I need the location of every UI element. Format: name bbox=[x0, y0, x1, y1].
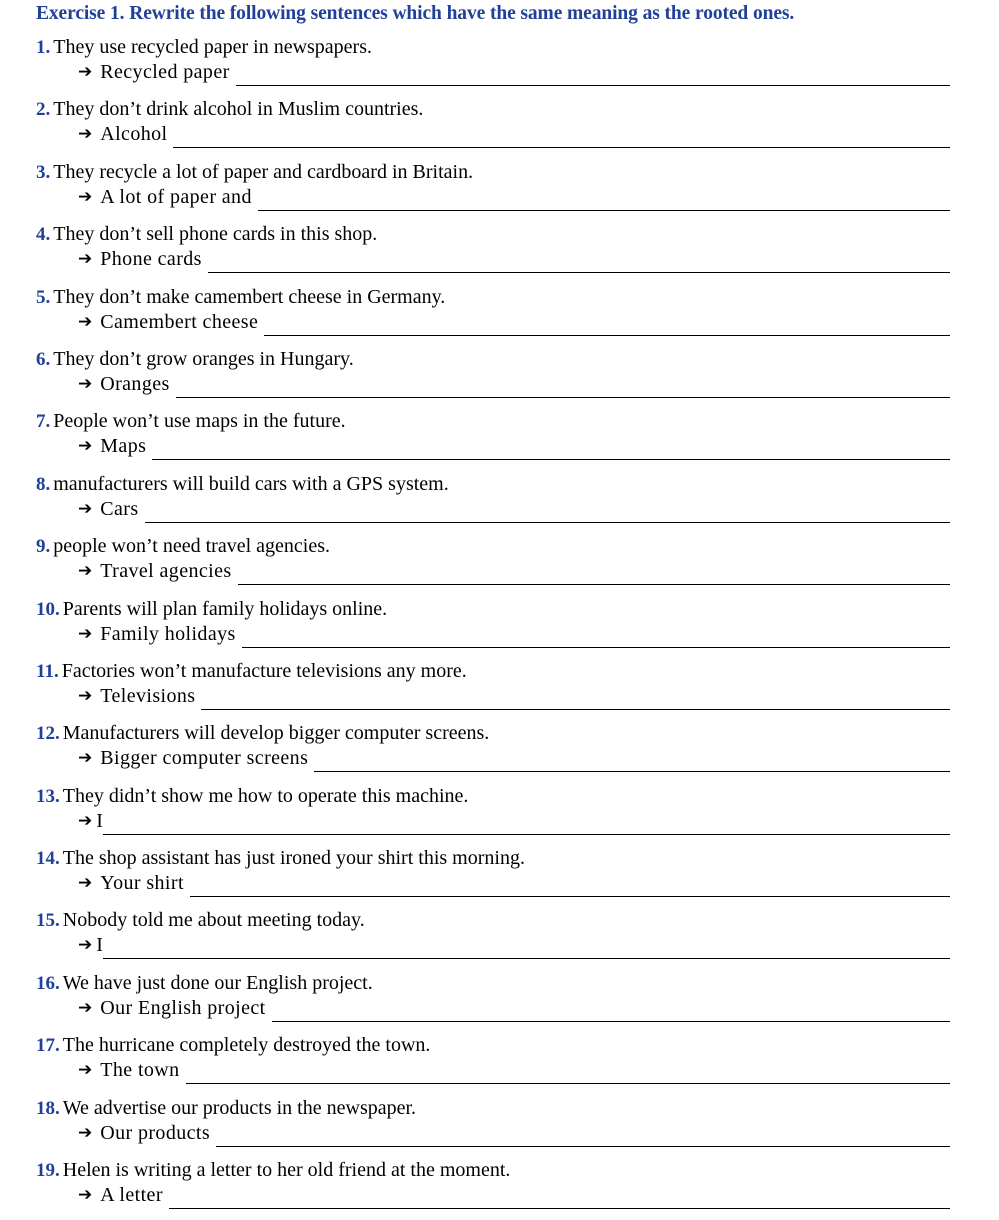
answer-prefix: I bbox=[96, 809, 103, 832]
answer-row bbox=[78, 685, 950, 715]
question-row bbox=[36, 719, 489, 747]
arrow-right-icon: ➔ bbox=[78, 1122, 93, 1143]
arrow-right-icon: ➔ bbox=[78, 873, 93, 894]
arrow-right-icon: ➔ bbox=[78, 561, 93, 582]
exercise-item bbox=[0, 657, 999, 719]
question-row bbox=[36, 470, 449, 498]
answer-prefix: Camembert cheese bbox=[100, 310, 259, 333]
question-row bbox=[36, 407, 346, 435]
answer-blank-line[interactable] bbox=[201, 708, 950, 710]
exercise-item bbox=[0, 345, 999, 407]
question-text: They don’t sell phone cards in this shop. bbox=[53, 223, 378, 246]
exercise-item bbox=[0, 158, 999, 220]
arrow-right-icon: ➔ bbox=[78, 62, 93, 82]
item-number: 15. bbox=[36, 910, 60, 932]
exercise-item bbox=[0, 782, 999, 844]
question-text: They didn’t show me how to operate this machine. bbox=[62, 784, 469, 807]
answer-row bbox=[78, 498, 950, 528]
answer-row bbox=[78, 997, 950, 1027]
arrow-right-icon: ➔ bbox=[78, 997, 93, 1018]
question-text: Manufacturers will develop bigger computer screens. bbox=[62, 722, 490, 745]
exercise-item bbox=[0, 969, 999, 1031]
item-number: 19. bbox=[36, 1160, 60, 1182]
answer-prefix: Phone cards bbox=[100, 248, 202, 271]
arrow-right-icon: ➔ bbox=[78, 249, 93, 270]
item-number: 17. bbox=[36, 1035, 60, 1057]
answer-row bbox=[78, 810, 950, 840]
arrow-right-icon: ➔ bbox=[78, 935, 93, 956]
arrow-right-icon: ➔ bbox=[78, 311, 93, 332]
answer-row bbox=[78, 1122, 950, 1152]
answer-prefix: The town bbox=[100, 1059, 180, 1082]
question-row bbox=[36, 1156, 510, 1184]
item-number: 6. bbox=[36, 348, 51, 370]
item-number: 14. bbox=[36, 848, 60, 870]
question-text: They don’t grow oranges in Hungary. bbox=[53, 347, 354, 370]
answer-blank-line[interactable] bbox=[103, 957, 950, 959]
arrow-right-icon: ➔ bbox=[78, 436, 93, 457]
question-row bbox=[36, 1094, 416, 1122]
question-row bbox=[36, 345, 354, 373]
answer-prefix: I bbox=[96, 934, 103, 957]
answer-prefix: Our English project bbox=[100, 996, 266, 1019]
answer-row bbox=[78, 123, 950, 153]
exercise-item bbox=[0, 844, 999, 906]
answer-blank-line[interactable] bbox=[264, 334, 950, 336]
answer-prefix: Cars bbox=[100, 497, 139, 520]
exercise-item bbox=[0, 532, 999, 594]
question-row bbox=[36, 595, 387, 623]
exercise-item bbox=[0, 283, 999, 345]
exercise-item-list bbox=[0, 33, 999, 1218]
item-number: 12. bbox=[36, 723, 60, 745]
answer-row bbox=[78, 311, 950, 341]
exercise-item bbox=[0, 719, 999, 781]
answer-row bbox=[78, 934, 950, 964]
page-title: Exercise 1. Rewrite the following sentences which have the same meaning as the rooted ones. bbox=[36, 3, 795, 24]
answer-row bbox=[78, 373, 950, 403]
item-number: 1. bbox=[36, 37, 51, 58]
answer-row bbox=[78, 186, 950, 216]
exercise-item bbox=[0, 906, 999, 968]
arrow-right-icon: ➔ bbox=[78, 623, 93, 644]
answer-row bbox=[78, 61, 950, 91]
item-number: 9. bbox=[36, 536, 51, 558]
question-text: They don’t make camembert cheese in Germany. bbox=[53, 285, 446, 308]
question-row bbox=[36, 220, 377, 248]
question-text: people won’t need travel agencies. bbox=[53, 535, 330, 558]
question-text: They don’t drink alcohol in Muslim countries. bbox=[53, 98, 424, 121]
arrow-right-icon: ➔ bbox=[78, 186, 93, 207]
answer-blank-line[interactable] bbox=[272, 1020, 950, 1022]
arrow-right-icon: ➔ bbox=[78, 124, 93, 145]
question-row bbox=[36, 844, 525, 872]
answer-prefix: Televisions bbox=[100, 684, 196, 707]
answer-blank-line[interactable] bbox=[145, 521, 950, 523]
item-number: 2. bbox=[36, 99, 51, 121]
arrow-right-icon: ➔ bbox=[78, 1060, 93, 1081]
answer-prefix: Bigger computer screens bbox=[100, 747, 309, 770]
item-number: 4. bbox=[36, 224, 51, 246]
exercise-item bbox=[0, 33, 999, 95]
question-row bbox=[36, 906, 365, 934]
question-row bbox=[36, 95, 423, 123]
arrow-right-icon: ➔ bbox=[78, 373, 93, 394]
answer-row bbox=[78, 1184, 950, 1214]
arrow-right-icon: ➔ bbox=[78, 748, 93, 769]
answer-blank-line[interactable] bbox=[208, 271, 950, 273]
question-row bbox=[36, 1031, 430, 1059]
question-row bbox=[36, 158, 473, 186]
exercise-item bbox=[0, 95, 999, 157]
question-text: We have just done our English project. bbox=[62, 971, 373, 994]
answer-row bbox=[78, 435, 950, 465]
question-text: The hurricane completely destroyed the town. bbox=[62, 1034, 431, 1057]
item-number: 16. bbox=[36, 972, 60, 994]
answer-blank-line[interactable] bbox=[258, 209, 950, 211]
arrow-right-icon: ➔ bbox=[78, 1185, 93, 1206]
answer-blank-line[interactable] bbox=[103, 833, 950, 835]
exercise-item bbox=[0, 1094, 999, 1156]
answer-blank-line[interactable] bbox=[152, 458, 950, 460]
item-number: 13. bbox=[36, 785, 60, 807]
question-text: The shop assistant has just ironed your shirt this morning. bbox=[62, 847, 525, 870]
question-row bbox=[36, 969, 373, 997]
question-text: Nobody told me about meeting today. bbox=[62, 909, 365, 932]
exercise-item bbox=[0, 1031, 999, 1093]
exercise-item bbox=[0, 407, 999, 469]
answer-prefix: Alcohol bbox=[100, 123, 168, 146]
answer-blank-line[interactable] bbox=[173, 146, 950, 148]
question-text: They use recycled paper in newspapers. bbox=[53, 36, 372, 58]
item-number: 5. bbox=[36, 286, 51, 308]
answer-prefix: A lot of paper and bbox=[100, 185, 252, 208]
answer-blank-line[interactable] bbox=[169, 1207, 950, 1209]
answer-blank-line[interactable] bbox=[236, 84, 950, 86]
answer-prefix: Family holidays bbox=[100, 622, 236, 645]
item-number: 7. bbox=[36, 411, 51, 433]
answer-row bbox=[78, 623, 950, 653]
exercise-item bbox=[0, 220, 999, 282]
answer-blank-line[interactable] bbox=[314, 770, 950, 772]
item-number: 8. bbox=[36, 473, 51, 495]
answer-row bbox=[78, 1059, 950, 1089]
answer-blank-line[interactable] bbox=[242, 646, 950, 648]
answer-row bbox=[78, 248, 950, 278]
answer-prefix: Our products bbox=[100, 1121, 211, 1144]
question-text: We advertise our products in the newspaper. bbox=[62, 1096, 417, 1119]
question-row bbox=[36, 283, 445, 311]
answer-row bbox=[78, 747, 950, 777]
arrow-right-icon: ➔ bbox=[78, 685, 93, 706]
answer-prefix: Oranges bbox=[100, 372, 170, 395]
question-text: Helen is writing a letter to her old friend at the moment. bbox=[62, 1159, 511, 1182]
question-row bbox=[36, 657, 467, 685]
exercise-item bbox=[0, 1156, 999, 1218]
answer-prefix: A letter bbox=[100, 1184, 163, 1207]
item-number: 11. bbox=[36, 660, 59, 682]
answer-blank-line[interactable] bbox=[186, 1082, 950, 1084]
answer-row bbox=[78, 872, 950, 902]
question-text: They recycle a lot of paper and cardboard in Britain. bbox=[53, 160, 474, 183]
answer-blank-line[interactable] bbox=[238, 583, 950, 585]
answer-prefix: Your shirt bbox=[100, 872, 184, 895]
answer-blank-line[interactable] bbox=[176, 396, 950, 398]
answer-prefix: Recycled paper bbox=[100, 61, 230, 83]
item-number: 3. bbox=[36, 161, 51, 183]
question-row bbox=[36, 532, 330, 560]
question-row bbox=[36, 782, 468, 810]
answer-row bbox=[78, 560, 950, 590]
question-text: Parents will plan family holidays online. bbox=[62, 597, 388, 620]
question-row bbox=[36, 33, 372, 61]
answer-prefix: Maps bbox=[100, 435, 147, 458]
question-text: People won’t use maps in the future. bbox=[53, 410, 346, 433]
item-number: 18. bbox=[36, 1097, 60, 1119]
arrow-right-icon: ➔ bbox=[78, 810, 93, 831]
exercise-item bbox=[0, 595, 999, 657]
arrow-right-icon: ➔ bbox=[78, 498, 93, 519]
item-number: 10. bbox=[36, 598, 60, 620]
answer-blank-line[interactable] bbox=[216, 1145, 950, 1147]
exercise-item bbox=[0, 470, 999, 532]
question-text: manufacturers will build cars with a GPS system. bbox=[53, 472, 449, 495]
question-text: Factories won’t manufacture televisions any more. bbox=[61, 659, 467, 682]
answer-prefix: Travel agencies bbox=[100, 560, 232, 583]
answer-blank-line[interactable] bbox=[190, 895, 950, 897]
